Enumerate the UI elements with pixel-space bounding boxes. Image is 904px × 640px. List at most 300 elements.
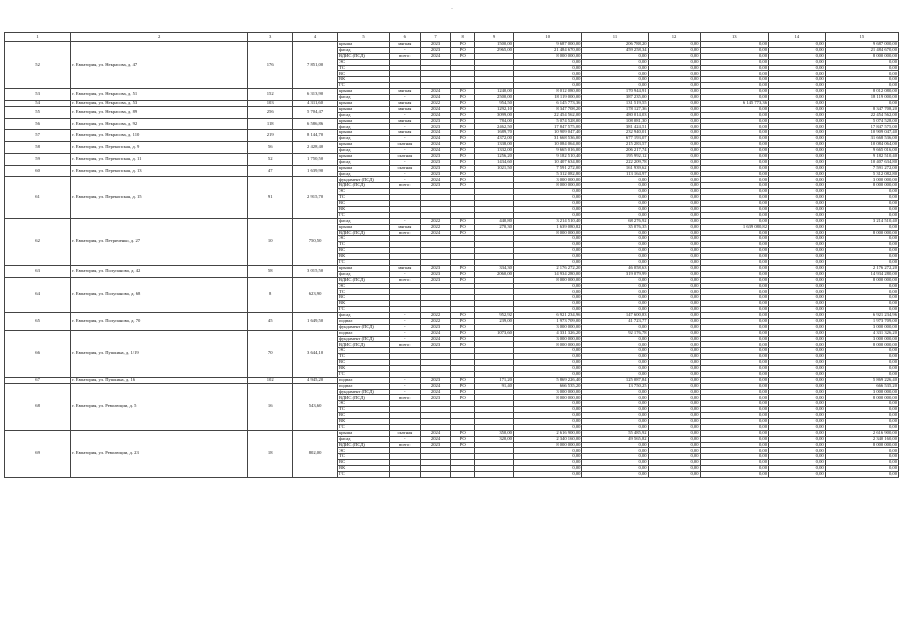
cell-col-5: фасад: [338, 148, 390, 154]
cell-col-12: 0,00: [648, 230, 700, 236]
cell-col-15: 22 454 562,00: [825, 112, 898, 118]
cell-col-7: 2024: [420, 53, 451, 59]
cell-col-14: 0,00: [769, 360, 826, 366]
cell-col-13: 0,00: [700, 153, 768, 159]
cell-col-15: 0,00: [825, 259, 898, 265]
address-cell: г. Евпатория, ул. Перекопская, д. 13: [71, 165, 248, 177]
cell-col-11: 92 176,78: [582, 330, 648, 336]
address-cell: г. Евпатория, ул. Революции, д. 23: [71, 430, 248, 477]
cell-col-15: 3 000 000,00: [825, 324, 898, 330]
cell-col-8: РО: [451, 224, 475, 230]
cell-col-6: всего:: [389, 230, 420, 236]
cell-col-5: фасад: [338, 112, 390, 118]
cell-col-5: фасад: [338, 47, 390, 53]
cell-col-13: 0,00: [700, 383, 768, 389]
cell-col-11: 0,00: [582, 360, 648, 366]
cell-col-11: 222 209,78: [582, 159, 648, 165]
row-number-cell: 62: [5, 218, 71, 265]
cell-col-15: 7 591 272,00: [825, 165, 898, 171]
row-number-cell: 61: [5, 177, 71, 218]
cell-col-14: 0,00: [769, 460, 826, 466]
cell-col-11: 108 081,30: [582, 118, 648, 124]
cell-col-8: РО: [451, 112, 475, 118]
cell-col-15: 3 000 000,00: [825, 336, 898, 342]
row-number-cell: 68: [5, 383, 71, 430]
row-number-cell: 66: [5, 330, 71, 377]
col-header-6: 6: [389, 33, 420, 42]
cell-col-6: -: [389, 177, 420, 183]
cell-col-15: 3 000 000,00: [825, 177, 898, 183]
cell-col-11: 0,00: [582, 401, 648, 407]
cell-col-6: -: [389, 318, 420, 324]
col-header-11: 11: [582, 33, 648, 42]
cell-col-10: 10 407 634,80: [513, 159, 581, 165]
cell-col-6: мягкая: [389, 224, 420, 230]
cell-col-11: 0,00: [582, 65, 648, 71]
cell-col-7: 2024: [420, 148, 451, 154]
cell-col-5: ВК: [338, 206, 390, 212]
cell-col-10: 8 000 000,00: [513, 183, 581, 189]
cell-col-10: 0,00: [513, 401, 581, 407]
cell-col-8: РО: [451, 442, 475, 448]
cell-col-15: 0,00: [825, 460, 898, 466]
cell-col-13: 0,00: [700, 177, 768, 183]
cell-col-6: -: [389, 271, 420, 277]
cell-col-8: РО: [451, 153, 475, 159]
cell-col-12: 0,00: [648, 395, 700, 401]
cell-col-5: фасад: [338, 271, 390, 277]
cell-col-6: -: [389, 436, 420, 442]
cell-col-11: 459 258,34: [582, 47, 648, 53]
cell-col-12: 0,00: [648, 201, 700, 207]
cell-col-10: 0,00: [513, 354, 581, 360]
cell-col-14: 0,00: [769, 401, 826, 407]
cell-col-6: мягкая: [389, 89, 420, 95]
cell-col-7: 2023: [420, 118, 451, 124]
cell-col-6: -: [389, 136, 420, 142]
cell-col-13: 0,00: [700, 342, 768, 348]
col-header-13: 13: [700, 33, 768, 42]
cell-col-12: 0,00: [648, 83, 700, 89]
cell-col-14: 0,00: [769, 307, 826, 313]
cell-col-13: 0,00: [700, 242, 768, 248]
cell-col-5: крыша: [338, 130, 390, 136]
cell-col-11: 0,00: [582, 277, 648, 283]
cell-col-12: 0,00: [648, 206, 700, 212]
cell-col-13: 0,00: [700, 130, 768, 136]
cell-col-9: 171,20: [474, 377, 513, 383]
cell-col-10: 0,00: [513, 83, 581, 89]
cell-col-10: 2 340 160,00: [513, 436, 581, 442]
cell-col-11: 0,00: [582, 413, 648, 419]
cell-col-12: 0,00: [648, 159, 700, 165]
col-header-15: 15: [825, 33, 898, 42]
cell-col-8: РО: [451, 218, 475, 224]
cell-col-13: 0,00: [700, 142, 768, 148]
cell-col-11: 35 076,35: [582, 224, 648, 230]
row-number-cell: 64: [5, 277, 71, 312]
area-cell: 750,50: [293, 218, 338, 265]
cell-col-15: 0,00: [825, 283, 898, 289]
cell-col-5: ВС: [338, 413, 390, 419]
area-cell: 3 015,50: [293, 265, 338, 277]
cell-col-7: 2023: [420, 265, 451, 271]
cell-col-8: [451, 472, 475, 478]
cell-col-8: РО: [451, 100, 475, 106]
cell-col-10: 1 973 709,00: [513, 318, 581, 324]
cell-col-15: 0,00: [825, 466, 898, 472]
cell-col-14: 0,00: [769, 448, 826, 454]
cell-col-5: ЭС: [338, 448, 390, 454]
cell-col-14: 0,00: [769, 413, 826, 419]
cell-col-11: 0,00: [582, 71, 648, 77]
cell-col-5: крыша: [338, 430, 390, 436]
cell-col-9: 1292,10: [474, 106, 513, 112]
cell-col-10: 31 668 536,00: [513, 136, 581, 142]
cell-col-10: 0,00: [513, 424, 581, 430]
cell-col-9: 2462,50: [474, 124, 513, 130]
cell-col-10: 0,00: [513, 348, 581, 354]
cell-col-5: крыша: [338, 142, 390, 148]
cell-col-10: 0,00: [513, 206, 581, 212]
area-cell: 2 915,70: [293, 177, 338, 218]
cell-col-11: 387 235,00: [582, 95, 648, 101]
quantity-cell: 118: [248, 118, 293, 130]
cell-col-6: мягкая: [389, 265, 420, 271]
cell-col-13: 0,00: [700, 436, 768, 442]
cell-col-5: фасад: [338, 136, 390, 142]
cell-col-7: 2023: [420, 183, 451, 189]
cell-col-7: 2022: [420, 224, 451, 230]
cell-col-9: 440,80: [474, 218, 513, 224]
cell-col-6: -: [389, 112, 420, 118]
cell-col-8: РО: [451, 171, 475, 177]
cell-col-9: 1256,20: [474, 153, 513, 159]
page-mark: -: [451, 6, 453, 12]
cell-col-10: 0,00: [513, 365, 581, 371]
cell-col-8: РО: [451, 377, 475, 383]
cell-col-5: ВДИС (ПСД): [338, 277, 390, 283]
cell-col-11: 0,00: [582, 460, 648, 466]
cell-col-7: 2024: [420, 136, 451, 142]
cell-col-5: ВК: [338, 301, 390, 307]
quantity-cell: 8: [248, 277, 293, 312]
cell-col-11: 0,00: [582, 212, 648, 218]
cell-col-6: -: [389, 47, 420, 53]
cell-col-14: 0,00: [769, 436, 826, 442]
cell-col-6: -: [389, 389, 420, 395]
cell-col-6: -: [389, 218, 420, 224]
cell-col-13: 0,00: [700, 53, 768, 59]
cell-col-15: 8 000 000,00: [825, 230, 898, 236]
cell-col-7: 2024: [420, 177, 451, 183]
cell-col-9: 1689,70: [474, 130, 513, 136]
cell-col-6: скатная: [389, 165, 420, 171]
cell-col-12: 0,00: [648, 283, 700, 289]
cell-col-7: 2023: [420, 42, 451, 48]
cell-col-8: РО: [451, 165, 475, 171]
cell-col-8: РО: [451, 318, 475, 324]
cell-col-14: 0,00: [769, 171, 826, 177]
row-number-cell: 58: [5, 142, 71, 154]
cell-col-9: 2965,00: [474, 47, 513, 53]
cell-col-15: 3 000 000,00: [825, 389, 898, 395]
cell-col-10: 0,00: [513, 195, 581, 201]
cell-col-10: 0,00: [513, 242, 581, 248]
quantity-cell: 10: [248, 218, 293, 265]
cell-col-10: 0,00: [513, 448, 581, 454]
cell-col-15: 0,00: [825, 448, 898, 454]
cell-col-5: подвал: [338, 383, 390, 389]
cell-col-11: 0,00: [582, 419, 648, 425]
cell-col-5: ВДИС (ПСД): [338, 442, 390, 448]
cell-col-7: 2023: [420, 271, 451, 277]
cell-col-7: 2023: [420, 47, 451, 53]
cell-col-6: мягкая: [389, 106, 420, 112]
cell-col-10: 8 000 000,00: [513, 53, 581, 59]
cell-col-12: 0,00: [648, 365, 700, 371]
cell-col-8: РО: [451, 136, 475, 142]
cell-col-13: 0,00: [700, 248, 768, 254]
cell-col-6: мягкая: [389, 42, 420, 48]
cell-col-5: ГС: [338, 259, 390, 265]
cell-col-5: ГС: [338, 83, 390, 89]
cell-col-13: 0,00: [700, 112, 768, 118]
cell-col-15: 0,00: [825, 195, 898, 201]
row-number-cell: 55: [5, 106, 71, 118]
cell-col-14: 0,00: [769, 442, 826, 448]
cell-col-5: ЭС: [338, 189, 390, 195]
cell-col-10: 3 214 510,40: [513, 218, 581, 224]
cell-col-10: 22 454 562,00: [513, 112, 581, 118]
cell-col-15: 8 000 000,00: [825, 442, 898, 448]
cell-col-7: 2024: [420, 130, 451, 136]
cell-col-14: 0,00: [769, 159, 826, 165]
cell-col-12: 0,00: [648, 112, 700, 118]
cell-col-14: 0,00: [769, 277, 826, 283]
cell-col-13: 0,00: [700, 59, 768, 65]
cell-col-9: 350,00: [474, 430, 513, 436]
address-cell: г. Евпатория, ул. Некрасова, д. 47: [71, 42, 248, 89]
cell-col-12: 0,00: [648, 153, 700, 159]
cell-col-14: 0,00: [769, 95, 826, 101]
cell-col-13: 0,00: [700, 389, 768, 395]
cell-col-13: 0,00: [700, 365, 768, 371]
cell-col-15: 0,00: [825, 301, 898, 307]
cell-col-7: 2024: [420, 383, 451, 389]
cell-col-11: 0,00: [582, 242, 648, 248]
cell-col-12: 0,00: [648, 53, 700, 59]
cell-col-15: 4 331 326,20: [825, 330, 898, 336]
cell-col-11: 0,00: [582, 354, 648, 360]
cell-col-10: 0,00: [513, 77, 581, 83]
cell-col-15: 0,00: [825, 59, 898, 65]
quantity-cell: 102: [248, 377, 293, 383]
cell-col-15: 8 000 000,00: [825, 342, 898, 348]
cell-col-11: 215 283,57: [582, 142, 648, 148]
cell-col-12: 0,00: [648, 348, 700, 354]
cell-col-12: 0,00: [648, 254, 700, 260]
col-header-9: 9: [474, 33, 513, 42]
cell-col-15: 8 000 000,00: [825, 395, 898, 401]
cell-col-12: 0,00: [648, 271, 700, 277]
cell-col-14: 0,00: [769, 224, 826, 230]
cell-col-5: ГС: [338, 424, 390, 430]
cell-col-12: 0,00: [648, 301, 700, 307]
cell-col-12: 0,00: [648, 424, 700, 430]
cell-col-14: 0,00: [769, 112, 826, 118]
cell-col-14: 0,00: [769, 407, 826, 413]
cell-col-15: 8 012 080,00: [825, 89, 898, 95]
cell-col-14: 0,00: [769, 348, 826, 354]
cell-col-13: 0,00: [700, 295, 768, 301]
row-number-cell: 54: [5, 100, 71, 106]
cell-col-8: РО: [451, 118, 475, 124]
cell-col-14: 0,00: [769, 100, 826, 106]
cell-col-12: 0,00: [648, 354, 700, 360]
cell-col-13: 0,00: [700, 442, 768, 448]
cell-col-11: 0,00: [582, 201, 648, 207]
cell-col-13: 0,00: [700, 466, 768, 472]
cell-col-13: 0,00: [700, 424, 768, 430]
cell-col-10: 0,00: [513, 212, 581, 218]
cell-col-7: 2024: [420, 436, 451, 442]
cell-col-5: ГС: [338, 307, 390, 313]
cell-col-6: -: [389, 383, 420, 389]
cell-col-10: 8 000 000,00: [513, 230, 581, 236]
row-number-cell: 60: [5, 165, 71, 177]
area-cell: 2 428,40: [293, 142, 338, 154]
cell-col-14: 0,00: [769, 189, 826, 195]
cell-col-12: 0,00: [648, 330, 700, 336]
cell-col-15: 8 000 000,00: [825, 53, 898, 59]
cell-col-13: 0,00: [700, 413, 768, 419]
cell-col-12: 0,00: [648, 377, 700, 383]
cell-col-5: ТС: [338, 195, 390, 201]
cell-col-13: 0,00: [700, 289, 768, 295]
col-header-2: 2: [71, 33, 248, 42]
cell-col-15: 9 687 000,00: [825, 42, 898, 48]
cell-col-5: фундамент (ПСД): [338, 324, 390, 330]
cell-col-5: ВДИС (ПСД): [338, 230, 390, 236]
cell-col-8: РО: [451, 230, 475, 236]
cell-col-7: 2023: [420, 342, 451, 348]
cell-col-6: скатная: [389, 142, 420, 148]
cell-col-13: 0,00: [700, 254, 768, 260]
cell-col-11: 0,00: [582, 195, 648, 201]
cell-col-11: 0,00: [582, 289, 648, 295]
cell-col-8: РО: [451, 142, 475, 148]
cell-col-15: 21 484 670,00: [825, 47, 898, 53]
col-header-7: 7: [420, 33, 451, 42]
cell-col-12: 0,00: [648, 383, 700, 389]
cell-col-15: 10 407 634,80: [825, 159, 898, 165]
cell-col-9: 784,00: [474, 118, 513, 124]
col-header-4: 4: [293, 33, 338, 42]
cell-col-6: мягкая: [389, 100, 420, 106]
address-cell: г. Евпатория, ул. Некрасова, д. 51: [71, 89, 248, 101]
cell-col-12: 0,00: [648, 466, 700, 472]
cell-col-12: 0,00: [648, 472, 700, 478]
cell-col-5: ВС: [338, 71, 390, 77]
cell-col-5: ВДИС (ПСД): [338, 53, 390, 59]
cell-col-5: ВС: [338, 201, 390, 207]
cell-col-13: 0,00: [700, 183, 768, 189]
cell-col-9: 320,00: [474, 436, 513, 442]
cell-col-8: РО: [451, 106, 475, 112]
cell-col-7: 2024: [420, 95, 451, 101]
area-cell: 6 586,86: [293, 118, 338, 130]
quantity-cell: 18: [248, 430, 293, 477]
cell-col-5: крыша: [338, 165, 390, 171]
area-cell: 543,60: [293, 383, 338, 430]
cell-col-11: 232 940,01: [582, 130, 648, 136]
row-number-cell: 63: [5, 265, 71, 277]
cell-col-11: 0,00: [582, 301, 648, 307]
cell-col-9: 1021,50: [474, 165, 513, 171]
cell-col-12: 0,00: [648, 407, 700, 413]
cell-col-12: 0,00: [648, 77, 700, 83]
cell-col-10: 9 687 000,00: [513, 42, 581, 48]
cell-col-14: 0,00: [769, 454, 826, 460]
quantity-cell: 47: [248, 165, 293, 177]
cell-col-10: 8 347 708,20: [513, 106, 581, 112]
cell-col-12: 0,00: [648, 413, 700, 419]
cell-col-10: 5 074 528,00: [513, 118, 581, 124]
cell-col-13: 6 145 773,36: [700, 100, 768, 106]
cell-col-11: 0,00: [582, 248, 648, 254]
cell-col-5: ВК: [338, 365, 390, 371]
cell-col-12: 0,00: [648, 336, 700, 342]
cell-col-12: 0,00: [648, 277, 700, 283]
cell-col-13: 0,00: [700, 71, 768, 77]
cell-col-5: ТС: [338, 454, 390, 460]
cell-col-15: 2 176 272,20: [825, 265, 898, 271]
cell-col-13: 0,00: [700, 171, 768, 177]
cell-col-10: 0,00: [513, 413, 581, 419]
cell-col-11: 0,00: [582, 342, 648, 348]
col-header-8: 8: [451, 33, 475, 42]
cell-col-8: РО: [451, 389, 475, 395]
cell-col-12: 0,00: [648, 248, 700, 254]
cell-col-10: 9 182 510,40: [513, 153, 581, 159]
cell-col-10: 8 000 000,00: [513, 277, 581, 283]
cell-col-7: 2022: [420, 218, 451, 224]
cell-col-15: 0,00: [825, 472, 898, 478]
cell-col-5: подвал: [338, 318, 390, 324]
cell-col-14: 0,00: [769, 42, 826, 48]
cell-col-15: 0,00: [825, 413, 898, 419]
cell-col-15: 0,00: [825, 71, 898, 77]
cell-col-10: 0,00: [513, 248, 581, 254]
cell-col-11: 195 992,12: [582, 153, 648, 159]
cell-col-12: 0,00: [648, 419, 700, 425]
cell-col-14: 0,00: [769, 301, 826, 307]
quantity-cell: 58: [248, 265, 293, 277]
cell-col-7: 2022: [420, 318, 451, 324]
cell-col-13: 0,00: [700, 124, 768, 130]
cell-col-11: 13 750,25: [582, 383, 648, 389]
cell-col-14: 0,00: [769, 354, 826, 360]
cell-col-7: 2023: [420, 377, 451, 383]
cell-col-14: 0,00: [769, 248, 826, 254]
cell-col-14: 0,00: [769, 106, 826, 112]
cell-col-15: 9 665 016,00: [825, 148, 898, 154]
cell-col-7: 2024: [420, 330, 451, 336]
cell-col-13: 0,00: [700, 430, 768, 436]
cell-col-10: 3 000 000,00: [513, 389, 581, 395]
cell-col-5: ГС: [338, 212, 390, 218]
